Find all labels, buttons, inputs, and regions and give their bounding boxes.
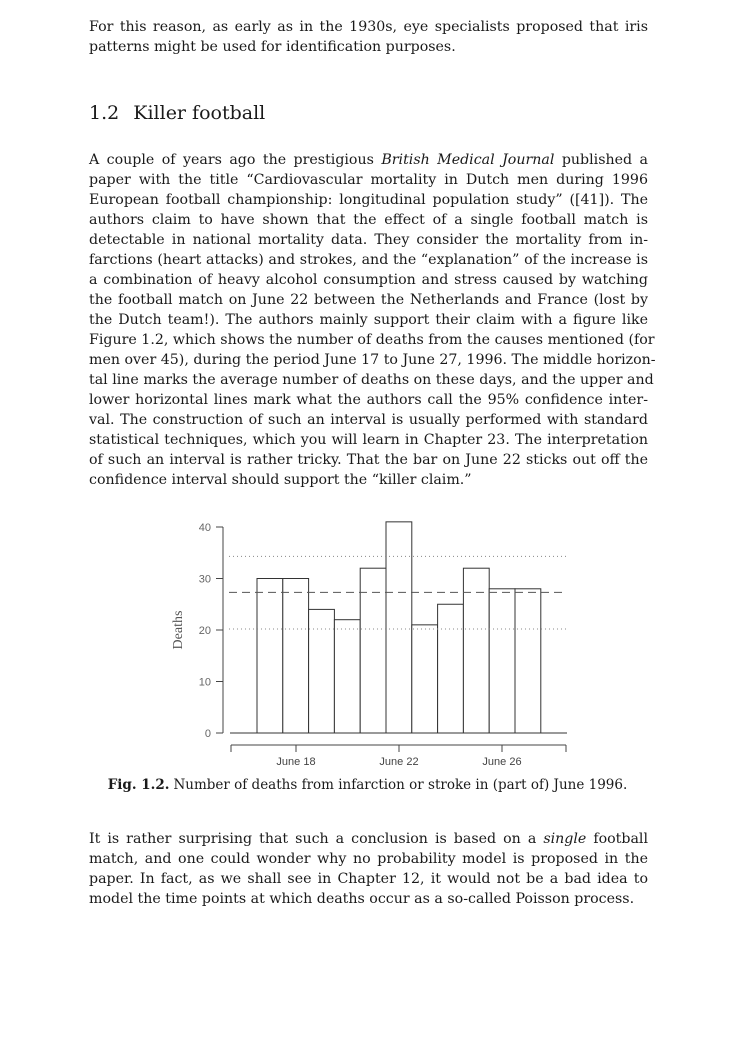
text-line: farctions (heart attacks) and strokes, and the “explanation” of the increase is xyxy=(89,252,648,268)
text-line: authors claim to have shown that the effect of a single football match is xyxy=(89,212,648,228)
bar xyxy=(309,609,335,733)
bar xyxy=(412,625,438,733)
intro-paragraph xyxy=(89,17,648,57)
text-line: match, and one could wonder why no probability model is proposed in the xyxy=(89,851,648,867)
section-number: 1.2 xyxy=(89,102,120,124)
text-line: a combination of heavy alcohol consumption and stress caused by watching xyxy=(89,272,648,288)
y-tick-label: 0 xyxy=(204,728,211,740)
y-tick-label: 20 xyxy=(198,625,211,637)
text-line: patterns might be used for identification purposes. xyxy=(89,39,456,55)
y-axis-label: Deaths xyxy=(171,610,186,650)
bar xyxy=(386,522,412,733)
text-line: model the time points at which deaths occur as a so-called Poisson process. xyxy=(89,891,635,907)
text-line: paper with the title “Cardiovascular mortality in Dutch men during 1996 xyxy=(89,172,648,188)
text-line: European football championship: longitudinal population study” ([41]). The xyxy=(89,192,648,208)
text-line: Figure 1.2, which shows the number of deaths from the causes mentioned (for xyxy=(89,332,655,348)
text-run: A couple of years ago the prestigious xyxy=(89,152,382,168)
text-line xyxy=(89,150,648,170)
bar xyxy=(463,568,489,733)
x-tick-label: June 26 xyxy=(482,756,522,768)
figure-caption xyxy=(0,777,735,793)
closing-paragraph xyxy=(89,829,648,909)
caption-text: Number of deaths from infarction or stroke in (part of) June 1996. xyxy=(173,777,628,793)
bar xyxy=(438,604,464,733)
y-tick-label: 40 xyxy=(198,522,211,534)
text-line xyxy=(89,829,648,849)
text-line: the football match on June 22 between the Netherlands and France (lost by xyxy=(89,292,648,308)
text-run: football xyxy=(586,831,648,847)
text-line: of such an interval is rather tricky. That the bar on June 22 sticks out off the xyxy=(89,452,648,468)
bar xyxy=(283,579,309,734)
x-tick-label: June 18 xyxy=(276,756,316,768)
bar xyxy=(334,620,360,733)
bar xyxy=(360,568,386,733)
text-line: the Dutch team!). The authors mainly support their claim with a figure like xyxy=(89,312,648,328)
text-line: men over 45), during the period June 17 to June 27, 1996. The middle horizon- xyxy=(89,352,656,368)
bar xyxy=(257,579,283,734)
caption-label: Fig. 1.2. xyxy=(107,777,170,793)
text-line: tal line marks the average number of deaths on these days, and the upper and xyxy=(89,372,654,388)
bar xyxy=(489,589,515,733)
emphasis: single xyxy=(543,831,587,847)
text-line: val. The construction of such an interval is usually performed with standard xyxy=(89,412,648,428)
x-tick-label: June 22 xyxy=(379,756,419,768)
bar xyxy=(515,589,541,733)
text-line: lower horizontal lines mark what the authors call the 95% confidence inter- xyxy=(89,392,648,408)
y-tick-label: 10 xyxy=(198,676,211,689)
section-title: Killer football xyxy=(133,102,266,124)
text-run: published a xyxy=(554,152,648,168)
x-axis xyxy=(231,745,566,768)
text-line: For this reason, as early as in the 1930s, eye specialists proposed that iris xyxy=(89,19,648,35)
body-paragraph xyxy=(89,150,656,490)
y-tick-label: 30 xyxy=(198,573,211,586)
deaths-bar-chart xyxy=(160,505,580,775)
journal-name: British Medical Journal xyxy=(381,152,555,168)
text-line: paper. In fact, as we shall see in Chapter 12, it would not be a bad idea to xyxy=(89,871,648,887)
bars xyxy=(230,522,567,733)
text-line: detectable in national mortality data. They consider the mortality from in- xyxy=(89,232,648,248)
text-line: statistical techniques, which you will learn in Chapter 23. The interpretation xyxy=(89,432,648,448)
text-line: confidence interval should support the “killer claim.” xyxy=(89,472,472,488)
text-run: It is rather surprising that such a conclusion is based on a xyxy=(89,831,544,847)
y-axis xyxy=(199,522,223,740)
section-heading xyxy=(89,102,265,124)
